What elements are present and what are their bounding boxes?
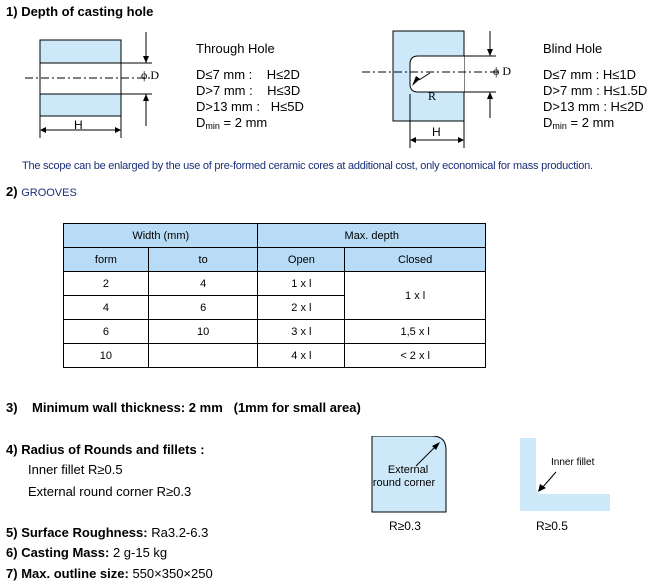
cell-open: 1 x l — [258, 272, 345, 296]
section-4-heading — [6, 442, 205, 457]
section-label: Casting Mass: — [21, 545, 110, 560]
dmin-subscript: min — [205, 121, 220, 131]
section-number: 4) — [6, 442, 18, 457]
scope-note: The scope can be enlarged by the use of pre-formed ceramic cores at additional cost, only economical for mass production. — [22, 160, 593, 172]
section-7-heading — [6, 566, 213, 581]
blind-hole-h-label: H — [432, 125, 441, 139]
table-row — [64, 344, 486, 368]
blind-hole-rule: D>7 mm : H≤1.5D — [543, 83, 648, 98]
section-1-heading — [6, 4, 153, 19]
label-line: round corner — [372, 477, 436, 489]
blind-hole-diagram — [360, 28, 525, 152]
header-width: Width (mm) — [64, 224, 258, 248]
section-value: Ra3.2-6.3 — [151, 525, 209, 540]
section-number: 2) — [6, 184, 18, 199]
section-3-heading — [6, 400, 361, 415]
cell-closed: < 2 x l — [345, 344, 486, 368]
section-label: Surface Roughness: — [21, 525, 148, 540]
inner-fillet-label: Inner fillet — [551, 457, 595, 468]
section-label: Max. outline size: — [21, 566, 129, 581]
header-max-depth: Max. depth — [258, 224, 486, 248]
dmin-subscript: min — [552, 121, 567, 131]
external-corner-caption: R≥0.3 — [389, 519, 421, 533]
section-6-heading — [6, 545, 167, 560]
through-hole-rule: D>13 mm : H≤5D — [196, 99, 304, 114]
blind-hole-r-label: R — [428, 89, 437, 103]
cell-open: 4 x l — [258, 344, 345, 368]
dmin-symbol: D — [196, 115, 206, 130]
header-form: form — [64, 248, 149, 272]
section-number: 3) — [6, 400, 18, 415]
cell-to: 4 — [148, 272, 258, 296]
cell-to — [148, 344, 258, 368]
label-line: External — [387, 464, 429, 476]
section-number: 6) — [6, 545, 18, 560]
table-row — [64, 320, 486, 344]
external-corner-rule: External round corner R≥0.3 — [28, 484, 192, 499]
through-hole-rule: D≤7 mm : H≤2D — [196, 67, 300, 82]
cell-open: 2 x l — [258, 296, 345, 320]
section-value: 550×350×250 — [132, 566, 213, 581]
section-extra: (1mm for small area) — [233, 400, 361, 415]
cell-form: 2 — [64, 272, 149, 296]
section-5-heading — [6, 525, 208, 540]
section-title: GROOVES — [21, 187, 77, 199]
cell-to: 10 — [148, 320, 258, 344]
through-hole-diagram — [25, 30, 165, 142]
dmin-value: = 2 mm — [219, 115, 268, 130]
blind-hole-d-label: ϕ D — [493, 64, 511, 78]
inner-fillet-diagram — [518, 438, 613, 512]
inner-fillet-rule: Inner fillet R≥0.5 — [28, 462, 123, 477]
header-open: Open — [258, 248, 345, 272]
section-label: Minimum wall thickness: — [32, 400, 186, 415]
section-number: 5) — [6, 525, 18, 540]
external-corner-label — [372, 464, 436, 490]
cell-form: 4 — [64, 296, 149, 320]
dmin-value: = 2 mm — [566, 115, 615, 130]
blind-hole-rule: D≤7 mm : H≤1D — [543, 67, 636, 82]
cell-form: 10 — [64, 344, 149, 368]
header-closed: Closed — [345, 248, 486, 272]
table-row — [64, 272, 486, 296]
inner-fillet-caption: R≥0.5 — [536, 519, 568, 533]
section-title: Radius of Rounds and fillets : — [21, 442, 205, 457]
section-title: Depth of casting hole — [21, 4, 154, 19]
blind-hole-title: Blind Hole — [543, 41, 603, 56]
through-hole-d-label: ϕ D — [141, 68, 159, 82]
section-number: 7) — [6, 566, 18, 581]
cell-to: 6 — [148, 296, 258, 320]
section-number: 1) — [6, 4, 18, 19]
cell-closed: 1 x l — [345, 272, 486, 320]
section-2-heading — [6, 184, 77, 199]
through-hole-rule: D>7 mm : H≤3D — [196, 83, 301, 98]
cell-closed: 1,5 x l — [345, 320, 486, 344]
cell-form: 6 — [64, 320, 149, 344]
section-value: 2 mm — [188, 400, 223, 415]
cell-open: 3 x l — [258, 320, 345, 344]
through-hole-h-label: H — [74, 118, 83, 132]
through-hole-dmin — [196, 114, 267, 135]
through-hole-title: Through Hole — [196, 41, 275, 56]
blind-hole-rule: D>13 mm : H≤2D — [543, 99, 644, 114]
grooves-table — [63, 223, 486, 368]
dmin-symbol: D — [543, 115, 553, 130]
section-value: 2 g-15 kg — [112, 545, 168, 560]
header-to: to — [148, 248, 258, 272]
blind-hole-dmin — [543, 114, 614, 135]
